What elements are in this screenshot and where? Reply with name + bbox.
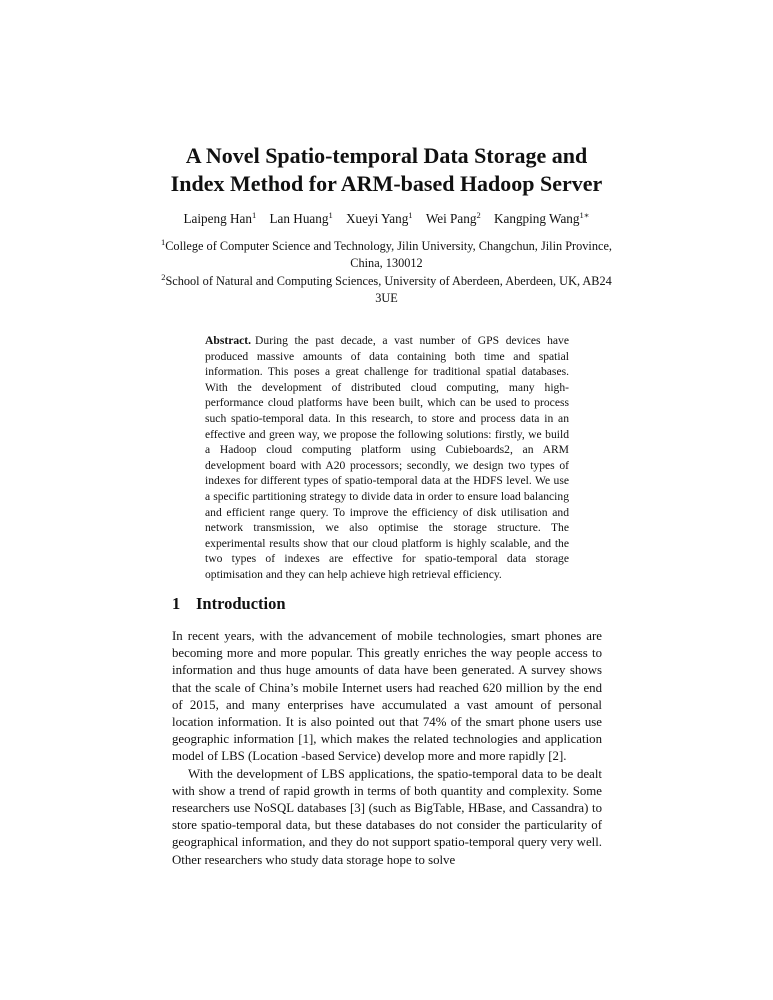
affiliation-text: School of Natural and Computing Sciences, University of Aberdeen, Aberdeen, UK, AB24 3UE bbox=[165, 273, 612, 305]
author bbox=[183, 211, 256, 226]
author-name: Wei Pang bbox=[425, 211, 477, 226]
section-heading bbox=[172, 594, 286, 614]
section-number: 1 bbox=[172, 594, 181, 613]
author-name: Laipeng Han bbox=[183, 211, 252, 226]
body-paragraph: In recent years, with the advancement of mobile technologies, smart phones are becoming more and more popular. This greatly enriches the way people access to information and thus huge amounts of data have been generated. A survey shows that the scale of China’s mobile Internet users had reached 620 million by the end of 2015, and many enterprises have accumulated a vast amount of personal location information. It is also pointed out that 74% of the smart phone users use geographic information [1], which makes the related technologies and application model of LBS (Location -based Service) develop more and more rapidly [2]. bbox=[172, 629, 602, 764]
affiliation bbox=[150, 273, 623, 308]
author-name: Xueyi Yang bbox=[346, 211, 409, 226]
title-line: A Novel Spatio-temporal Data Storage and bbox=[185, 143, 588, 168]
affiliation-mark: 1 bbox=[160, 237, 166, 247]
section-title: Introduction bbox=[196, 594, 286, 613]
body-paragraph: With the development of LBS applications, the spatio-temporal data to be dealt with show a trend of rapid growth in terms of both quantity and complexity. Some researchers use NoSQL databases [3] (such as BigTable, HBase, and Cassandra) to store spatio-temporal data, but these databases do not consider the particularity of geographical information, and they do not support spatio-temporal query very well. Other researchers who study data storage hope to solve bbox=[172, 766, 602, 867]
author-name: Lan Huang bbox=[269, 211, 329, 226]
author-affiliation-mark: 1∗ bbox=[579, 210, 590, 220]
title-line: Index Method for ARM-based Hadoop Server bbox=[170, 171, 603, 196]
author-list bbox=[120, 210, 653, 228]
affiliation-list bbox=[150, 238, 623, 307]
author-affiliation-mark: 1 bbox=[328, 210, 333, 220]
author bbox=[426, 211, 481, 226]
author-affiliation-mark: 1 bbox=[408, 210, 413, 220]
author bbox=[270, 211, 333, 226]
paper-title bbox=[120, 142, 653, 198]
author bbox=[346, 211, 413, 226]
affiliation bbox=[150, 238, 623, 273]
author bbox=[494, 211, 590, 226]
author-name: Kangping Wang bbox=[493, 211, 580, 226]
abstract-label: Abstract. bbox=[205, 334, 252, 347]
abstract bbox=[205, 333, 569, 583]
author-affiliation-mark: 2 bbox=[476, 210, 481, 220]
author-affiliation-mark: 1 bbox=[251, 210, 257, 220]
affiliation-text: College of Computer Science and Technology, Jilin University, Changchun, Jilin Province, China, 130012 bbox=[165, 239, 612, 271]
affiliation-mark: 2 bbox=[161, 271, 166, 282]
abstract-text: During the past decade, a vast number of GPS devices have produced massive amounts of data containing both time and spatial information. This poses a great challenge for traditional spatial databases. With the development of distributed cloud computing, many high-performance cloud platforms have been built, which can be used to process such spatio-temporal data. In this research, to store and process data in an effective and green way, we propose the following solutions: firstly, we build a Hadoop cloud computing platform using Cubieboards2, an ARM development board with A20 processors; secondly, we design two types of indexes for different types of spatio-temporal data at the HDFS level. We use a specific partitioning strategy to divide data in order to ensure load balancing and efficient range query. To improve the efficiency of disk utilisation and network transmission, we also optimise the storage structure. The experimental results show that our cloud platform is highly scalable, and the two types of indexes are effective for spatio-temporal data storage optimisation and they can help achieve high retrieval efficiency. bbox=[205, 334, 569, 581]
section-body bbox=[172, 628, 602, 869]
